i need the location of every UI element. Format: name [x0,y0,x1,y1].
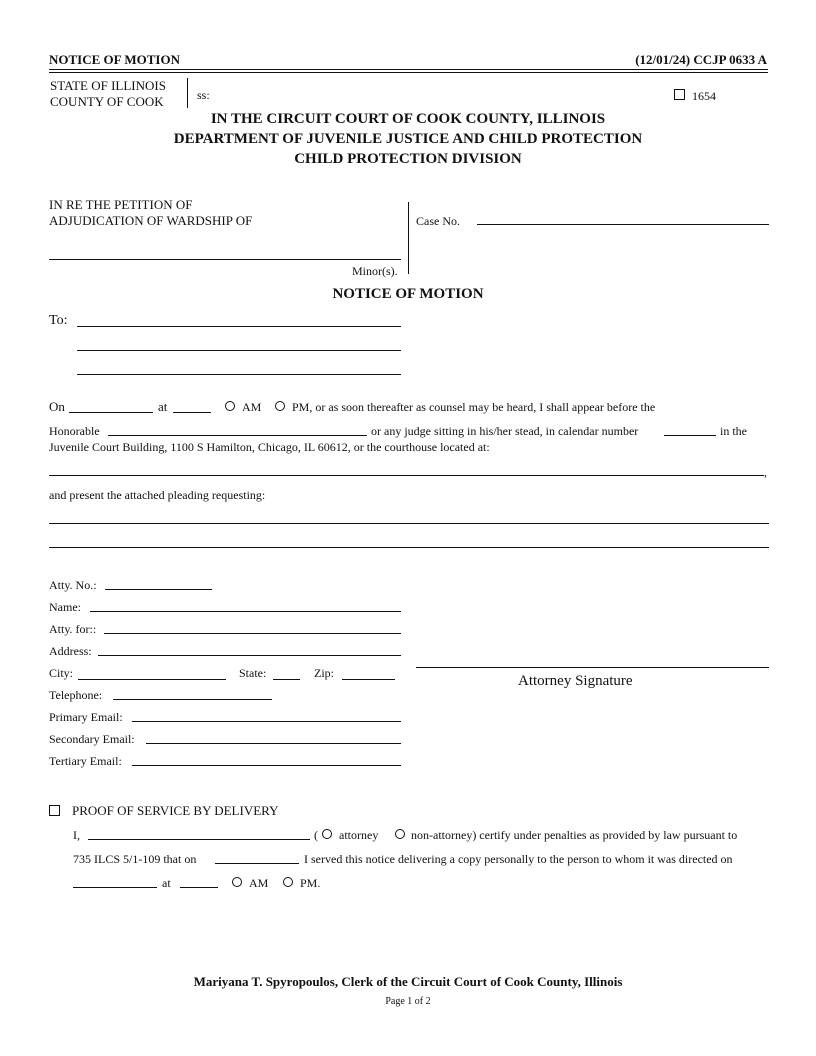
address-label: Address: [49,644,92,658]
time-field[interactable] [173,412,211,413]
proof-am-label: AM [249,876,269,890]
telephone-field[interactable] [113,699,272,700]
atty-no-label: Atty. No.: [49,578,97,592]
tertiary-email-field[interactable] [132,765,401,766]
at-label: at [158,399,168,414]
atty-for-field[interactable] [104,633,401,634]
code-label: 1654 [692,89,716,103]
am-label: AM [242,400,262,414]
attorney-radio[interactable] [322,829,332,839]
proof-of-service-checkbox[interactable] [49,805,60,816]
address-field[interactable] [98,655,401,656]
proof-at-label: at [162,876,171,890]
proof-am-radio[interactable] [232,877,242,887]
pleading-field-2[interactable] [49,547,769,548]
venue-divider [187,78,188,108]
case-no-label: Case No. [416,214,460,228]
service-time-field[interactable] [180,887,218,888]
in-the-text: in the [720,424,747,438]
calendar-field[interactable] [664,435,716,436]
courthouse-field[interactable] [49,475,764,476]
statute-text: 735 ILCS 5/1-109 that on [73,852,197,866]
venue-ss: ss: [197,88,210,102]
venue-state: STATE OF ILLINOIS [50,78,166,93]
on-label: On [49,399,65,414]
petition-line-1: IN RE THE PETITION OF [49,197,193,212]
open-paren: ( [314,828,318,842]
court-line-3: CHILD PROTECTION DIVISION [294,151,522,167]
building-text: Juvenile Court Building, 1100 S Hamilton, Chicago, IL 60612, or the courthouse located at: [49,440,490,454]
to-label: To: [49,313,68,328]
pm-radio[interactable] [275,401,285,411]
zip-field[interactable] [342,679,395,680]
non-attorney-radio[interactable] [395,829,405,839]
present-text: and present the attached pleading requesting: [49,488,266,502]
pleading-field-1[interactable] [49,523,769,524]
secondary-email-label: Secondary Email: [49,732,135,746]
any-judge-text: or any judge sitting in his/her stead, in calendar number [371,424,639,438]
attorney-signature-label: Attorney Signature [518,673,633,689]
proof-pm-radio[interactable] [283,877,293,887]
petition-line-2: ADJUDICATION OF WARDSHIP OF [49,213,253,228]
date-field[interactable] [69,412,153,413]
minor-name-field[interactable] [49,259,401,260]
code-checkbox[interactable] [674,89,685,100]
telephone-label: Telephone: [49,688,103,702]
form-code: (12/01/24) CCJP 0633 A [635,52,767,67]
form-title: NOTICE OF MOTION [49,52,180,67]
notice-heading: NOTICE OF MOTION [332,286,484,302]
served-text: I served this notice delivering a copy personally to the person to whom it was directed on [304,852,733,866]
proof-i-label: I, [73,828,80,842]
primary-email-label: Primary Email: [49,710,123,724]
proof-pm-label: PM. [300,876,321,890]
page-number: Page 1 of 2 [385,996,431,1007]
caption-divider [408,202,409,274]
primary-email-field[interactable] [132,721,401,722]
court-line-2: DEPARTMENT OF JUVENILE JUSTICE AND CHILD PROTECTION [173,131,643,147]
court-line-1: IN THE CIRCUIT COURT OF COOK COUNTY, ILLINOIS [210,111,606,127]
service-day-field[interactable] [73,887,157,888]
am-radio[interactable] [225,401,235,411]
tertiary-email-label: Tertiary Email: [49,754,122,768]
state-label: State: [239,666,267,680]
to-field-1[interactable] [77,326,401,327]
non-attorney-text: non-attorney) certify under penalties as provided by law pursuant to [411,828,738,842]
atty-for-label: Atty. for:: [49,622,97,636]
atty-no-field[interactable] [105,589,212,590]
secondary-email-field[interactable] [146,743,401,744]
attorney-signature-field[interactable] [416,667,769,668]
attorney-option-label: attorney [339,828,379,842]
proof-title: PROOF OF SERVICE BY DELIVERY [72,803,279,818]
server-name-field[interactable] [88,839,310,840]
state-field[interactable] [273,679,300,680]
city-field[interactable] [78,679,226,680]
to-field-2[interactable] [77,350,401,351]
honorable-label: Honorable [49,424,100,438]
venue-county: COUNTY OF COOK [50,94,164,109]
city-label: City: [49,666,74,680]
to-field-3[interactable] [77,374,401,375]
judge-field[interactable] [108,435,367,436]
pm-text: PM, or as soon thereafter as counsel may be heard, I shall appear before the [292,400,656,414]
case-no-field[interactable] [477,224,769,225]
courthouse-comma: , [764,465,767,479]
service-date-field[interactable] [215,863,299,864]
header-rule-bottom [49,72,768,73]
clerk-footer: Mariyana T. Spyropoulos, Clerk of the Circuit Court of Cook County, Illinois [193,974,623,989]
minors-label: Minor(s). [352,264,398,278]
header-rule-top [49,69,768,70]
zip-label: Zip: [314,666,334,680]
name-label: Name: [49,600,81,614]
name-field[interactable] [90,611,401,612]
